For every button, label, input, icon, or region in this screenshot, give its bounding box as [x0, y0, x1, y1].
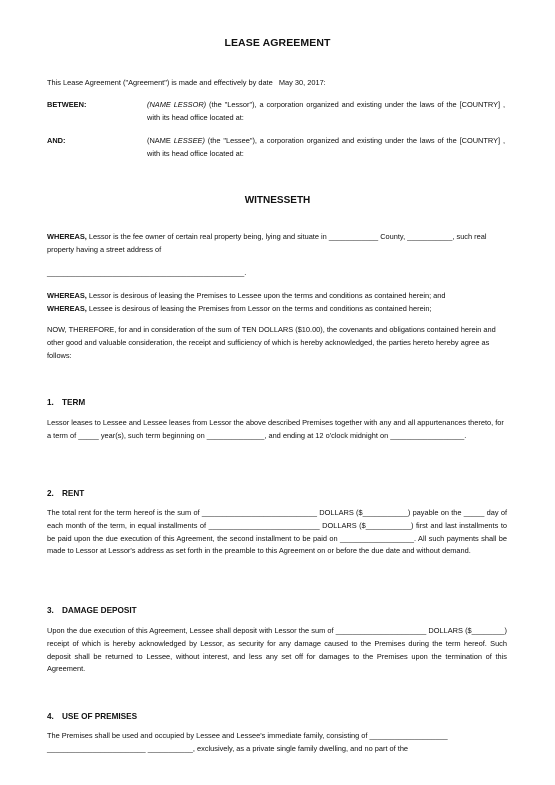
section-number: 4.: [47, 712, 54, 721]
section-text-damage-deposit: Upon the due execution of this Agreement, Lessee shall deposit with Lessor the sum of ______________________ DOLLARS ($________) receipt of which is hereby acknowledged by Lessor, as security for any damage caused to the Premises during the term hereof. Such deposit shall be returned to Lessee, without interest, and less any set off for damages to the Premises upon the termination of this Agreement.: [47, 626, 507, 674]
whereas-ownership-text: Lessor is the fee owner of certain real property being, lying and situate in ____________ County, ___________, such real property having a street address of: [47, 232, 487, 254]
section-heading-damage-deposit: [47, 605, 137, 617]
document-title: LEASE AGREEMENT: [224, 37, 331, 49]
section-title: TERM: [62, 398, 86, 407]
and-label: AND:: [47, 136, 66, 145]
whereas-lessee-paragraph: [47, 303, 507, 316]
section-title: USE OF PREMISES: [62, 712, 138, 721]
between-label: BETWEEN:: [47, 100, 87, 109]
section-title: RENT: [62, 489, 85, 498]
lessor-party-description: (the "Lessor"), a corporation organized and existing under the laws of the [COUNTRY] , with its head office located at:: [147, 100, 505, 122]
lessor-name-placeholder: (NAME LESSOR): [147, 100, 207, 109]
street-address-line: ________________________________________________.: [47, 268, 247, 277]
lessee-party-description: (the "Lessee"), a corporation organized and existing under the laws of the [COUNTRY] , with its head office located at:: [147, 136, 505, 158]
section-number: 1.: [47, 398, 54, 407]
whereas-lessor-paragraph: [47, 290, 507, 303]
whereas-lessor-text: Lessor is desirous of leasing the Premises to Lessee upon the terms and conditions as contained herein; and: [88, 291, 446, 300]
section-heading-rent: [47, 488, 84, 500]
lessee-name-prefix: (NAME: [147, 136, 171, 145]
intro-paragraph: [47, 77, 507, 90]
now-therefore-paragraph: NOW, THEREFORE, for and in consideration of the sum of TEN DOLLARS ($10.00), the covenants and obligations contained herein and other good and valuable consideration, the receipt and sufficiency of which is hereby acknowledged, the parties hereto hereby agree as follows:: [47, 325, 496, 360]
whereas-lessee-text: Lessee is desirous of leasing the Premises from Lessor on the terms and conditions as contained herein;: [88, 304, 432, 313]
section-heading-use-of-premises: [47, 711, 137, 723]
section-number: 2.: [47, 489, 54, 498]
whereas-lead: WHEREAS,: [47, 232, 87, 241]
whereas-lead: WHEREAS,: [47, 304, 87, 313]
agreement-date: May 30, 2017:: [278, 78, 326, 87]
lessor-party-text: [147, 99, 505, 125]
section-text-rent: The total rent for the term hereof is the sum of ____________________________ DOLLARS ($___________) payable on the _____ day of each month of the term, in equal installments of ___________________________ DOLLARS ($___________) first and last installments to be paid upon the due execution of this Agreement, the second installment to be paid on __________________. All such payments shall be made to Lessor at Lessor's address as set forth in the preamble to this Agreement on or before the due date and without demand.: [47, 508, 507, 556]
whereas-ownership-paragraph: [47, 231, 507, 257]
intro-text: This Lease Agreement ("Agreement") is made and effectively by date: [47, 78, 273, 87]
lessee-name-placeholder: LESSEE): [173, 136, 205, 145]
lessee-party-text: [147, 135, 505, 161]
section-title: DAMAGE DEPOSIT: [62, 606, 137, 615]
section-number: 3.: [47, 606, 54, 615]
witnesseth-heading: WITNESSETH: [244, 195, 311, 206]
section-heading-term: [47, 397, 85, 409]
section-text-use-of-premises: The Premises shall be used and occupied by Lessee and Lessee's immediate family, consisting of ___________________ ________________________ ___________, exclusively, as a private single family dwelling, and no part of the: [47, 731, 448, 753]
whereas-lead: WHEREAS,: [47, 291, 87, 300]
section-text-term: Lessor leases to Lessee and Lessee leases from Lessor the above described Premises together with any and all appurtenances thereto, for a term of _____ year(s), such term beginning on ______________, and ending at 12 o'clock midnight on __________________.: [47, 418, 504, 440]
